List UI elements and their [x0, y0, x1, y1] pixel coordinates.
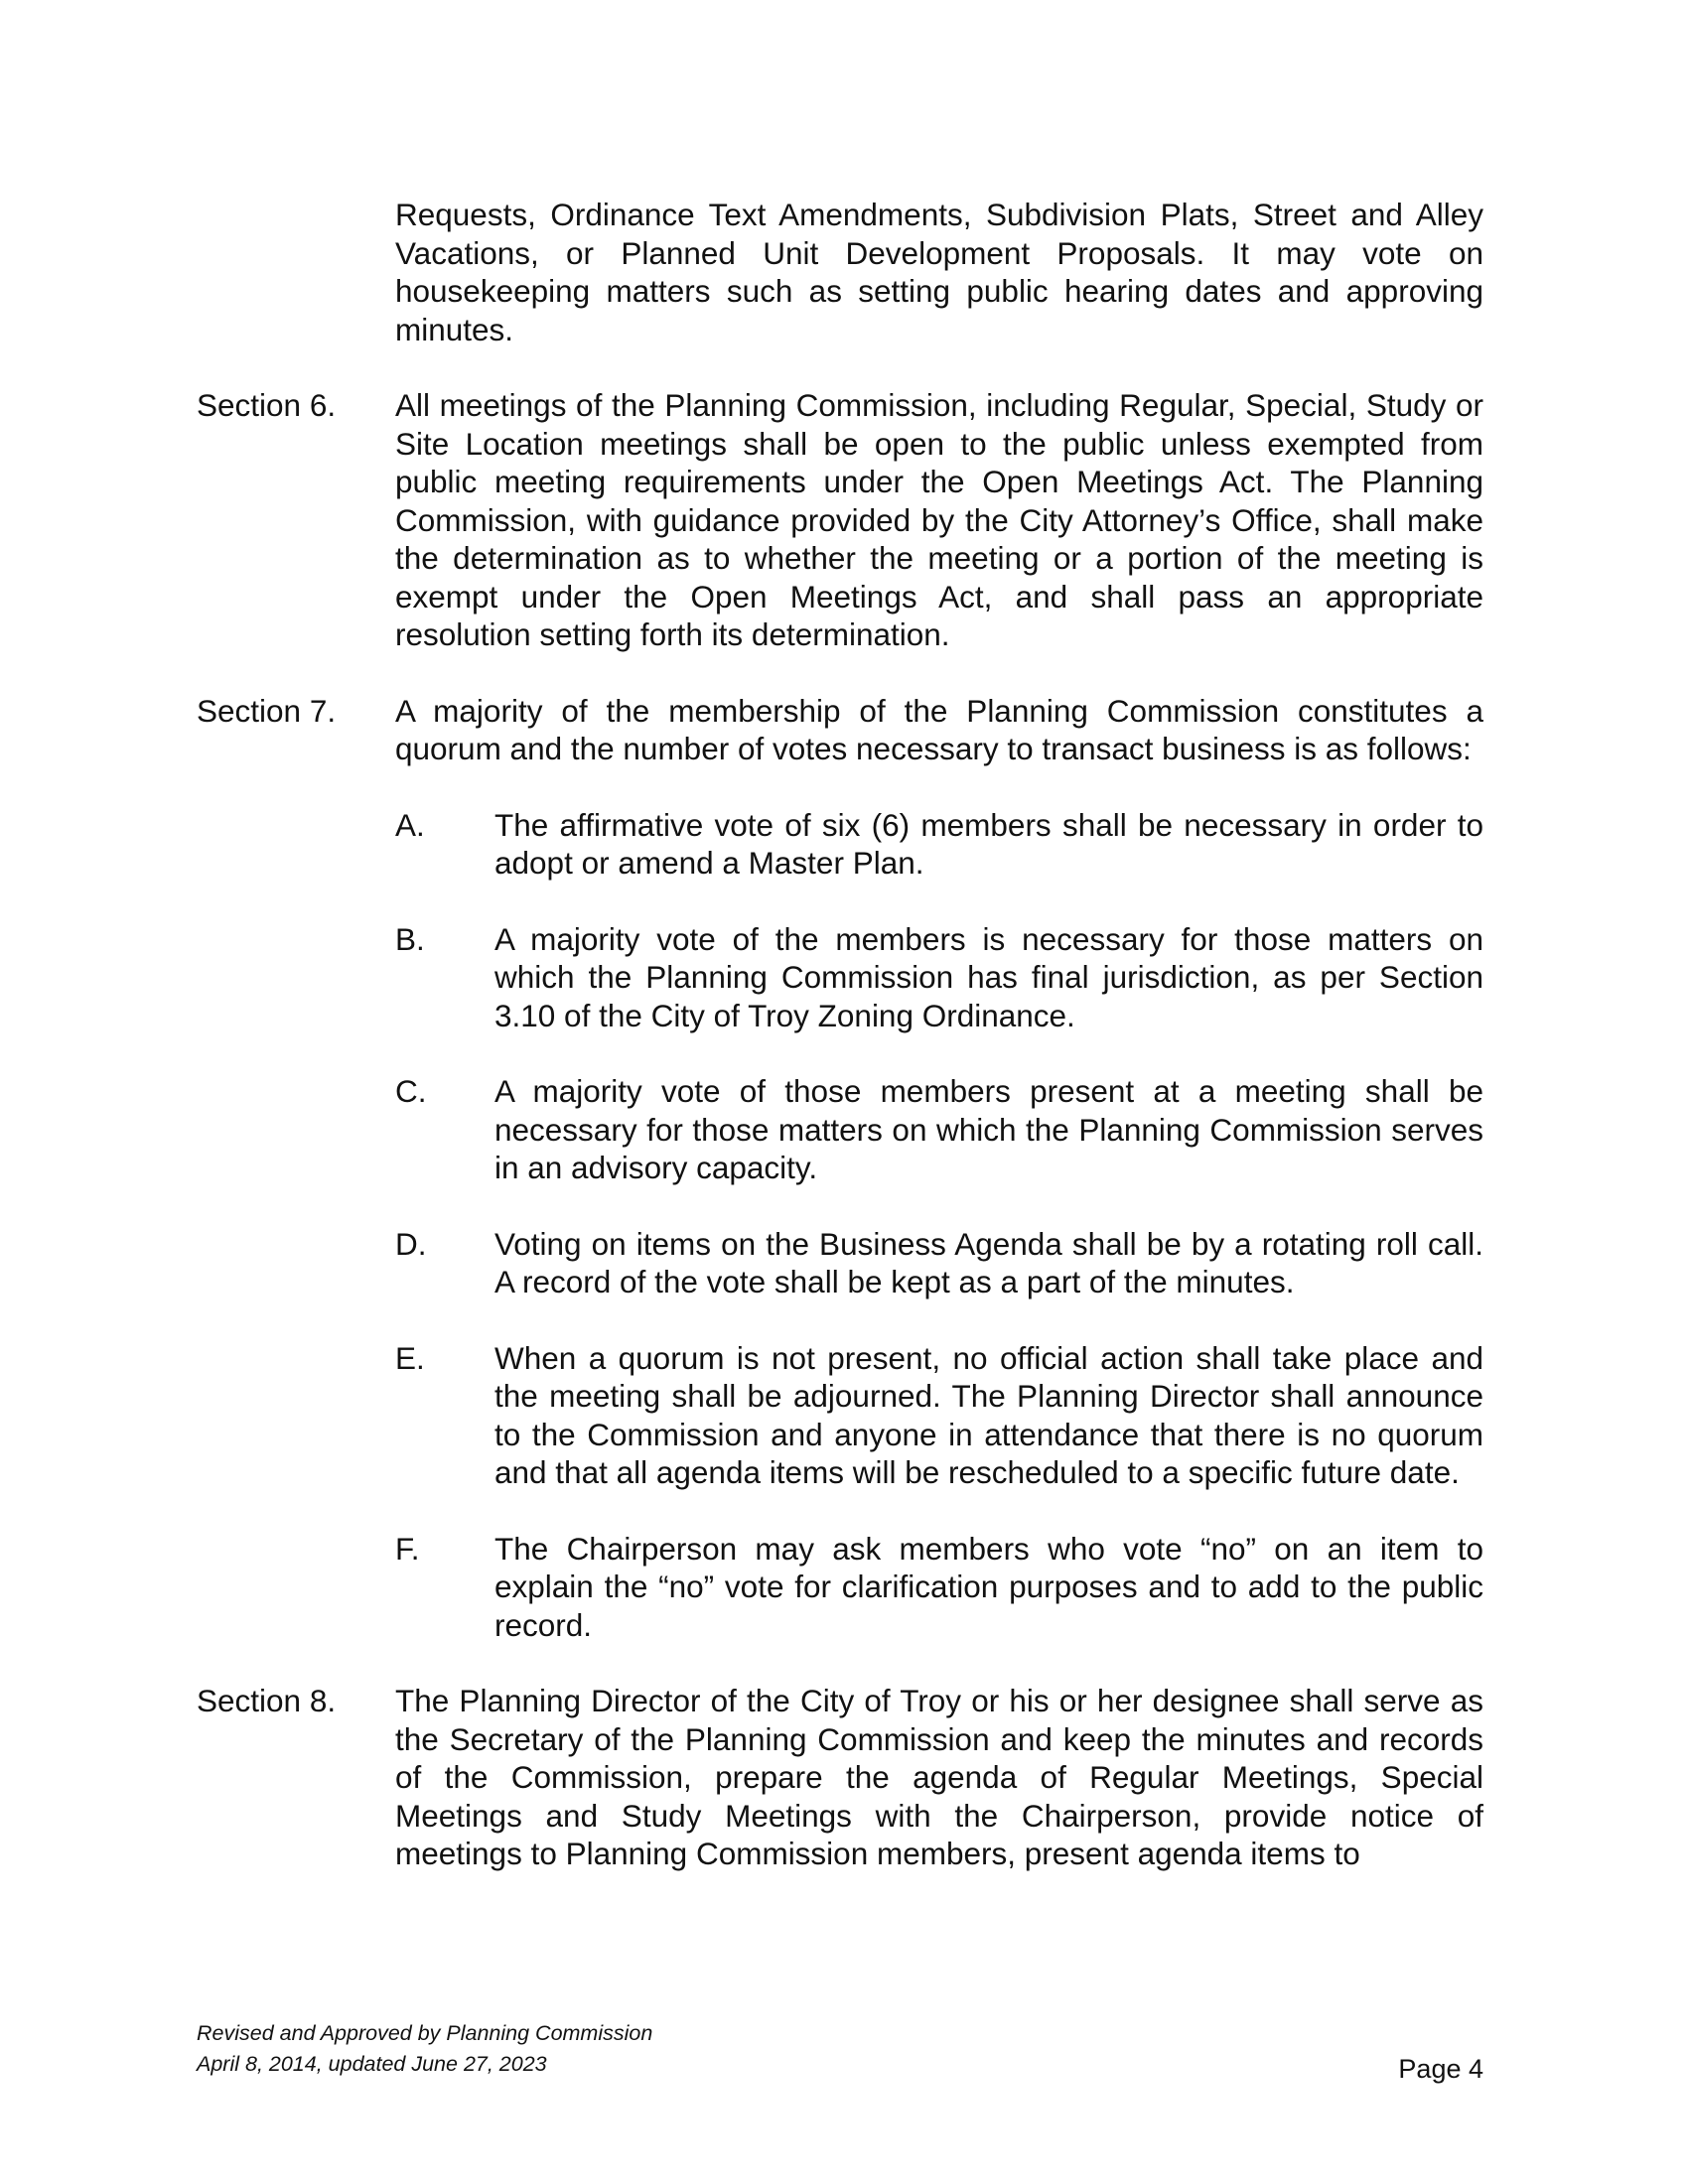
page-number: Page 4	[1398, 2054, 1483, 2084]
list-item	[395, 1339, 1483, 1492]
list-item-letter: A.	[395, 806, 425, 843]
footer-revision-note	[197, 2018, 652, 2080]
section-text: The Planning Director of the City of Troy or his or her designee shall serve as the Secretary of the Planning Commission and keep the minutes and records of the Commission, prepare the agenda of Regular Meetings, Special Meetings and Study Meetings with the Chairperson, provide notice of meetings to Planning Commission members, present agenda items to	[395, 1683, 1483, 1871]
list-item-text: Voting on items on the Business Agenda shall be by a rotating roll call. A record of the vote shall be kept as a part of the minutes.	[494, 1225, 1483, 1299]
section-7	[197, 692, 1483, 768]
list-item	[395, 806, 1483, 883]
section-8	[197, 1682, 1483, 1873]
footer-line-1: Revised and Approved by Planning Commission	[197, 2021, 653, 2045]
list-item-letter: E.	[395, 1339, 425, 1376]
section-label: Section 6.	[197, 387, 337, 423]
list-item	[395, 1225, 1483, 1301]
list-item-text: A majority vote of the members is necessary for those matters on which the Planning Commission has final jurisdiction, as per Section 3.10 of the City of Troy Zoning Ordinance.	[494, 920, 1483, 1033]
list-item-letter: C.	[395, 1073, 427, 1109]
section-text: A majority of the membership of the Planning Commission constitutes a quorum and the number of votes necessary to transact business is as follows:	[395, 692, 1483, 766]
section-6	[197, 386, 1483, 654]
list-item-letter: F.	[395, 1530, 420, 1567]
footer-line-2: April 8, 2014, updated June 27, 2023	[197, 2052, 547, 2076]
list-item-text: The affirmative vote of six (6) members shall be necessary in order to adopt or amend a Master Plan.	[494, 806, 1483, 881]
section-label: Section 8.	[197, 1683, 337, 1718]
section-text: All meetings of the Planning Commission, including Regular, Special, Study or Site Location meetings shall be open to the public unless exempted from public meeting requirements under the Open Meetings Act. The Planning Commission, with guidance provided by the City Attorney’s Office, shall make the determination as to whether the meeting or a portion of the meeting is exempt under the Open Meetings Act, and shall pass an appropriate resolution setting forth its determination.	[395, 387, 1483, 652]
list-item-text: The Chairperson may ask members who vote “no” on an item to explain the “no” vote for clarification purposes and to add to the public record.	[494, 1530, 1483, 1643]
list-item	[395, 1072, 1483, 1187]
list-item-text: When a quorum is not present, no official action shall take place and the meeting shall be adjourned. The Planning Director shall announce to the Commission and anyone in attendance that there is no quorum and that all agenda items will be rescheduled to a specific future date.	[494, 1339, 1483, 1490]
list-item-letter: D.	[395, 1225, 427, 1262]
continued-paragraph: Requests, Ordinance Text Amendments, Subdivision Plats, Street and Alley Vacations, or Planned Unit Development Proposals. It may vote on housekeeping matters such as setting public hearing dates and approving minutes.	[395, 197, 1483, 347]
page-content	[197, 196, 1483, 1873]
section-label: Section 7.	[197, 692, 337, 729]
list-item-letter: B.	[395, 920, 425, 957]
list-item	[395, 1530, 1483, 1645]
list-item-text: A majority vote of those members present at a meeting shall be necessary for those matters on which the Planning Commission serves in an advisory capacity.	[494, 1073, 1483, 1185]
list-item	[395, 920, 1483, 1035]
